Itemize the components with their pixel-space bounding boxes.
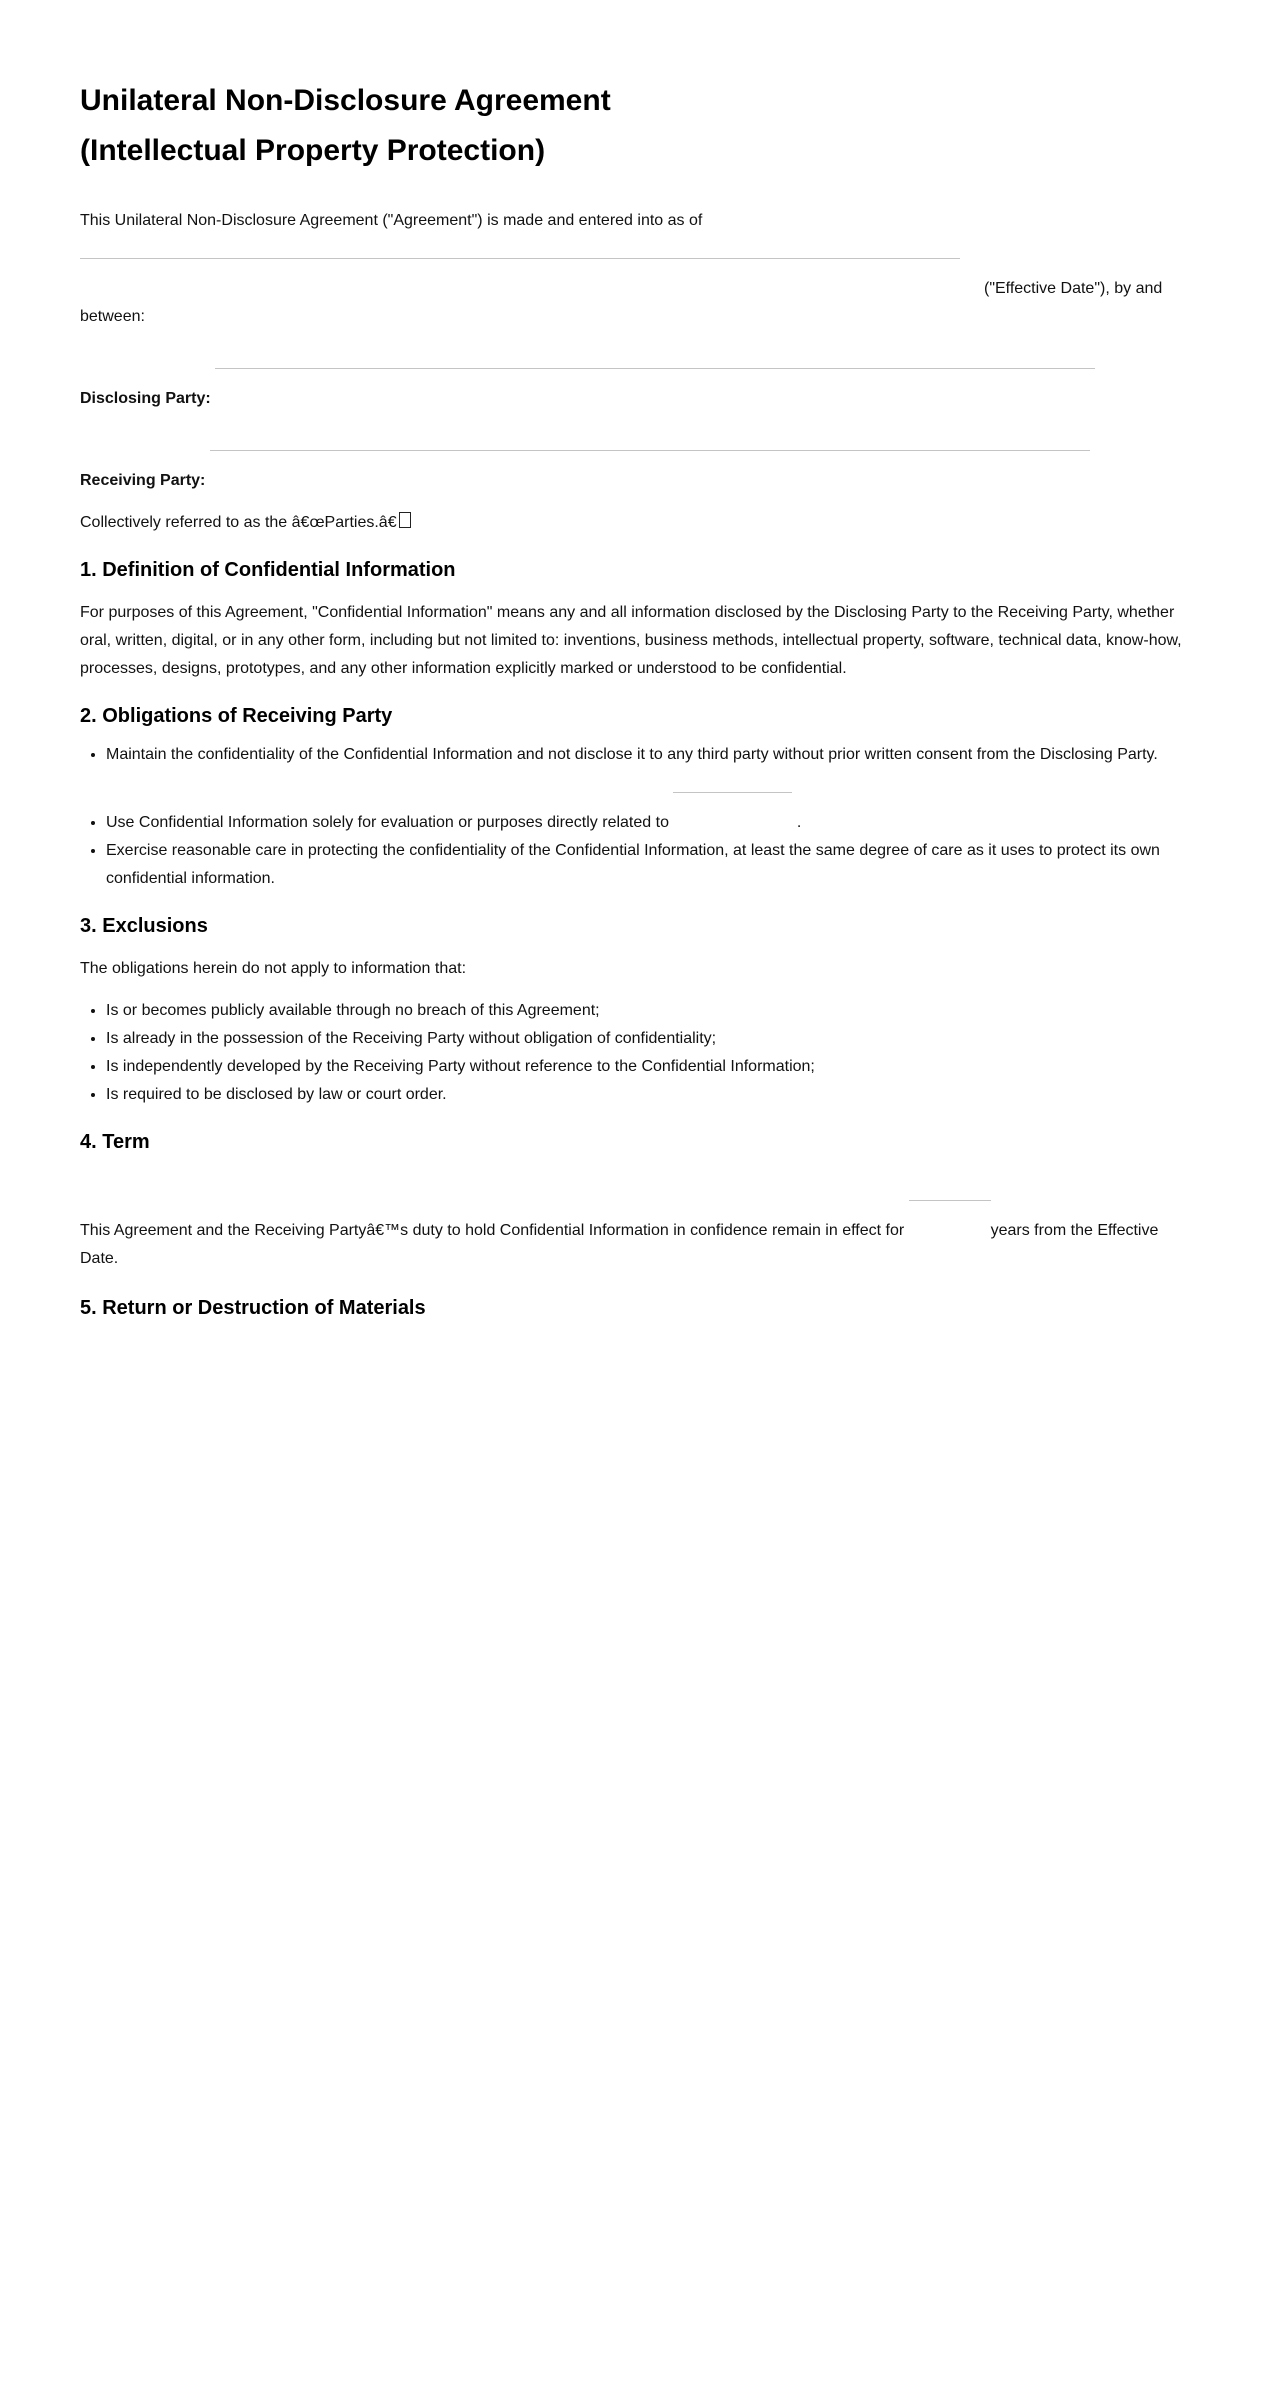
receiving-party-label: Receiving Party: [80, 472, 206, 489]
purpose-blank-line [673, 792, 792, 827]
section-3-bullet-list [80, 997, 1183, 1109]
document-title [80, 76, 1183, 176]
section-4-heading: 4. Term [80, 1131, 150, 1153]
list-item: • Is already in the possession of the Receiving Party without obligation of confidentiality; [106, 1025, 1183, 1053]
section-1-heading: 1. Definition of Confidential Information [80, 559, 456, 581]
collective-note-text: Collectively referred to as the â€œParties.â€ [80, 514, 397, 531]
intro-paragraph [80, 207, 1183, 331]
list-item [106, 769, 1183, 837]
section-5-heading-clipped: 5. Return or Destruction of Materials [80, 1297, 426, 1319]
bullet-text-after-blank: . [792, 814, 802, 831]
document-title-line2: (Intellectual Property Protection) [80, 134, 546, 167]
collective-note [80, 509, 1183, 537]
term-text-after-blank: years from the Effective Date. [80, 1222, 1159, 1267]
term-text-before-blank: This Agreement and the Receiving Partyâ€™s duty to hold Confidential Information in confidence remain in effect for [80, 1222, 909, 1239]
section-3-intro: The obligations herein do not apply to information that: [80, 960, 467, 977]
missing-glyph-box [399, 512, 411, 528]
section-2-bullet-list [80, 741, 1183, 893]
intro-text-before-blank: This Unilateral Non-Disclosure Agreement ("Agreement") is made and entered into as of [80, 212, 703, 229]
bullet-text-before-blank: Use Confidential Information solely for evaluation or purposes directly related to [106, 814, 674, 831]
list-item: • Is independently developed by the Receiving Party without reference to the Confidential Information; [106, 1053, 1183, 1081]
list-item: • Exercise reasonable care in protecting the confidentiality of the Confidential Information, at least the same degree of care as it uses to protect its own confidential information. [106, 837, 1183, 893]
receiving-party-row [80, 427, 1183, 495]
disclosing-party-blank-line [215, 368, 1095, 403]
section-2-heading: 2. Obligations of Receiving Party [80, 705, 393, 727]
disclosing-party-label: Disclosing Party: [80, 390, 211, 407]
section-4-body [80, 1177, 1183, 1273]
term-years-blank-line [909, 1200, 991, 1235]
list-item: • Is or becomes publicly available through no breach of this Agreement; [106, 997, 1183, 1025]
effective-date-blank-line [80, 258, 960, 293]
disclosing-party-row [80, 345, 1183, 413]
list-item: • Is required to be disclosed by law or court order. [106, 1081, 1183, 1109]
intro-text-after-blank: ("Effective Date"), by and between: [80, 280, 1163, 325]
section-1-body: For purposes of this Agreement, "Confidential Information" means any and all information disclosed by the Disclosing Party to the Receiving Party, whether oral, written, digital, or in any other form, including but not limited to: inventions, business methods, intellectual property, software, technical data, know-how, processes, designs, prototypes, and any other information explicitly marked or understood to be confidential. [80, 604, 1182, 677]
document-title-line1: Unilateral Non-Disclosure Agreement [80, 84, 611, 117]
section-3-heading: 3. Exclusions [80, 915, 208, 937]
list-item: • Maintain the confidentiality of the Confidential Information and not disclose it to any third party without prior written consent from the Disclosing Party. [106, 741, 1183, 769]
receiving-party-blank-line [210, 450, 1090, 485]
